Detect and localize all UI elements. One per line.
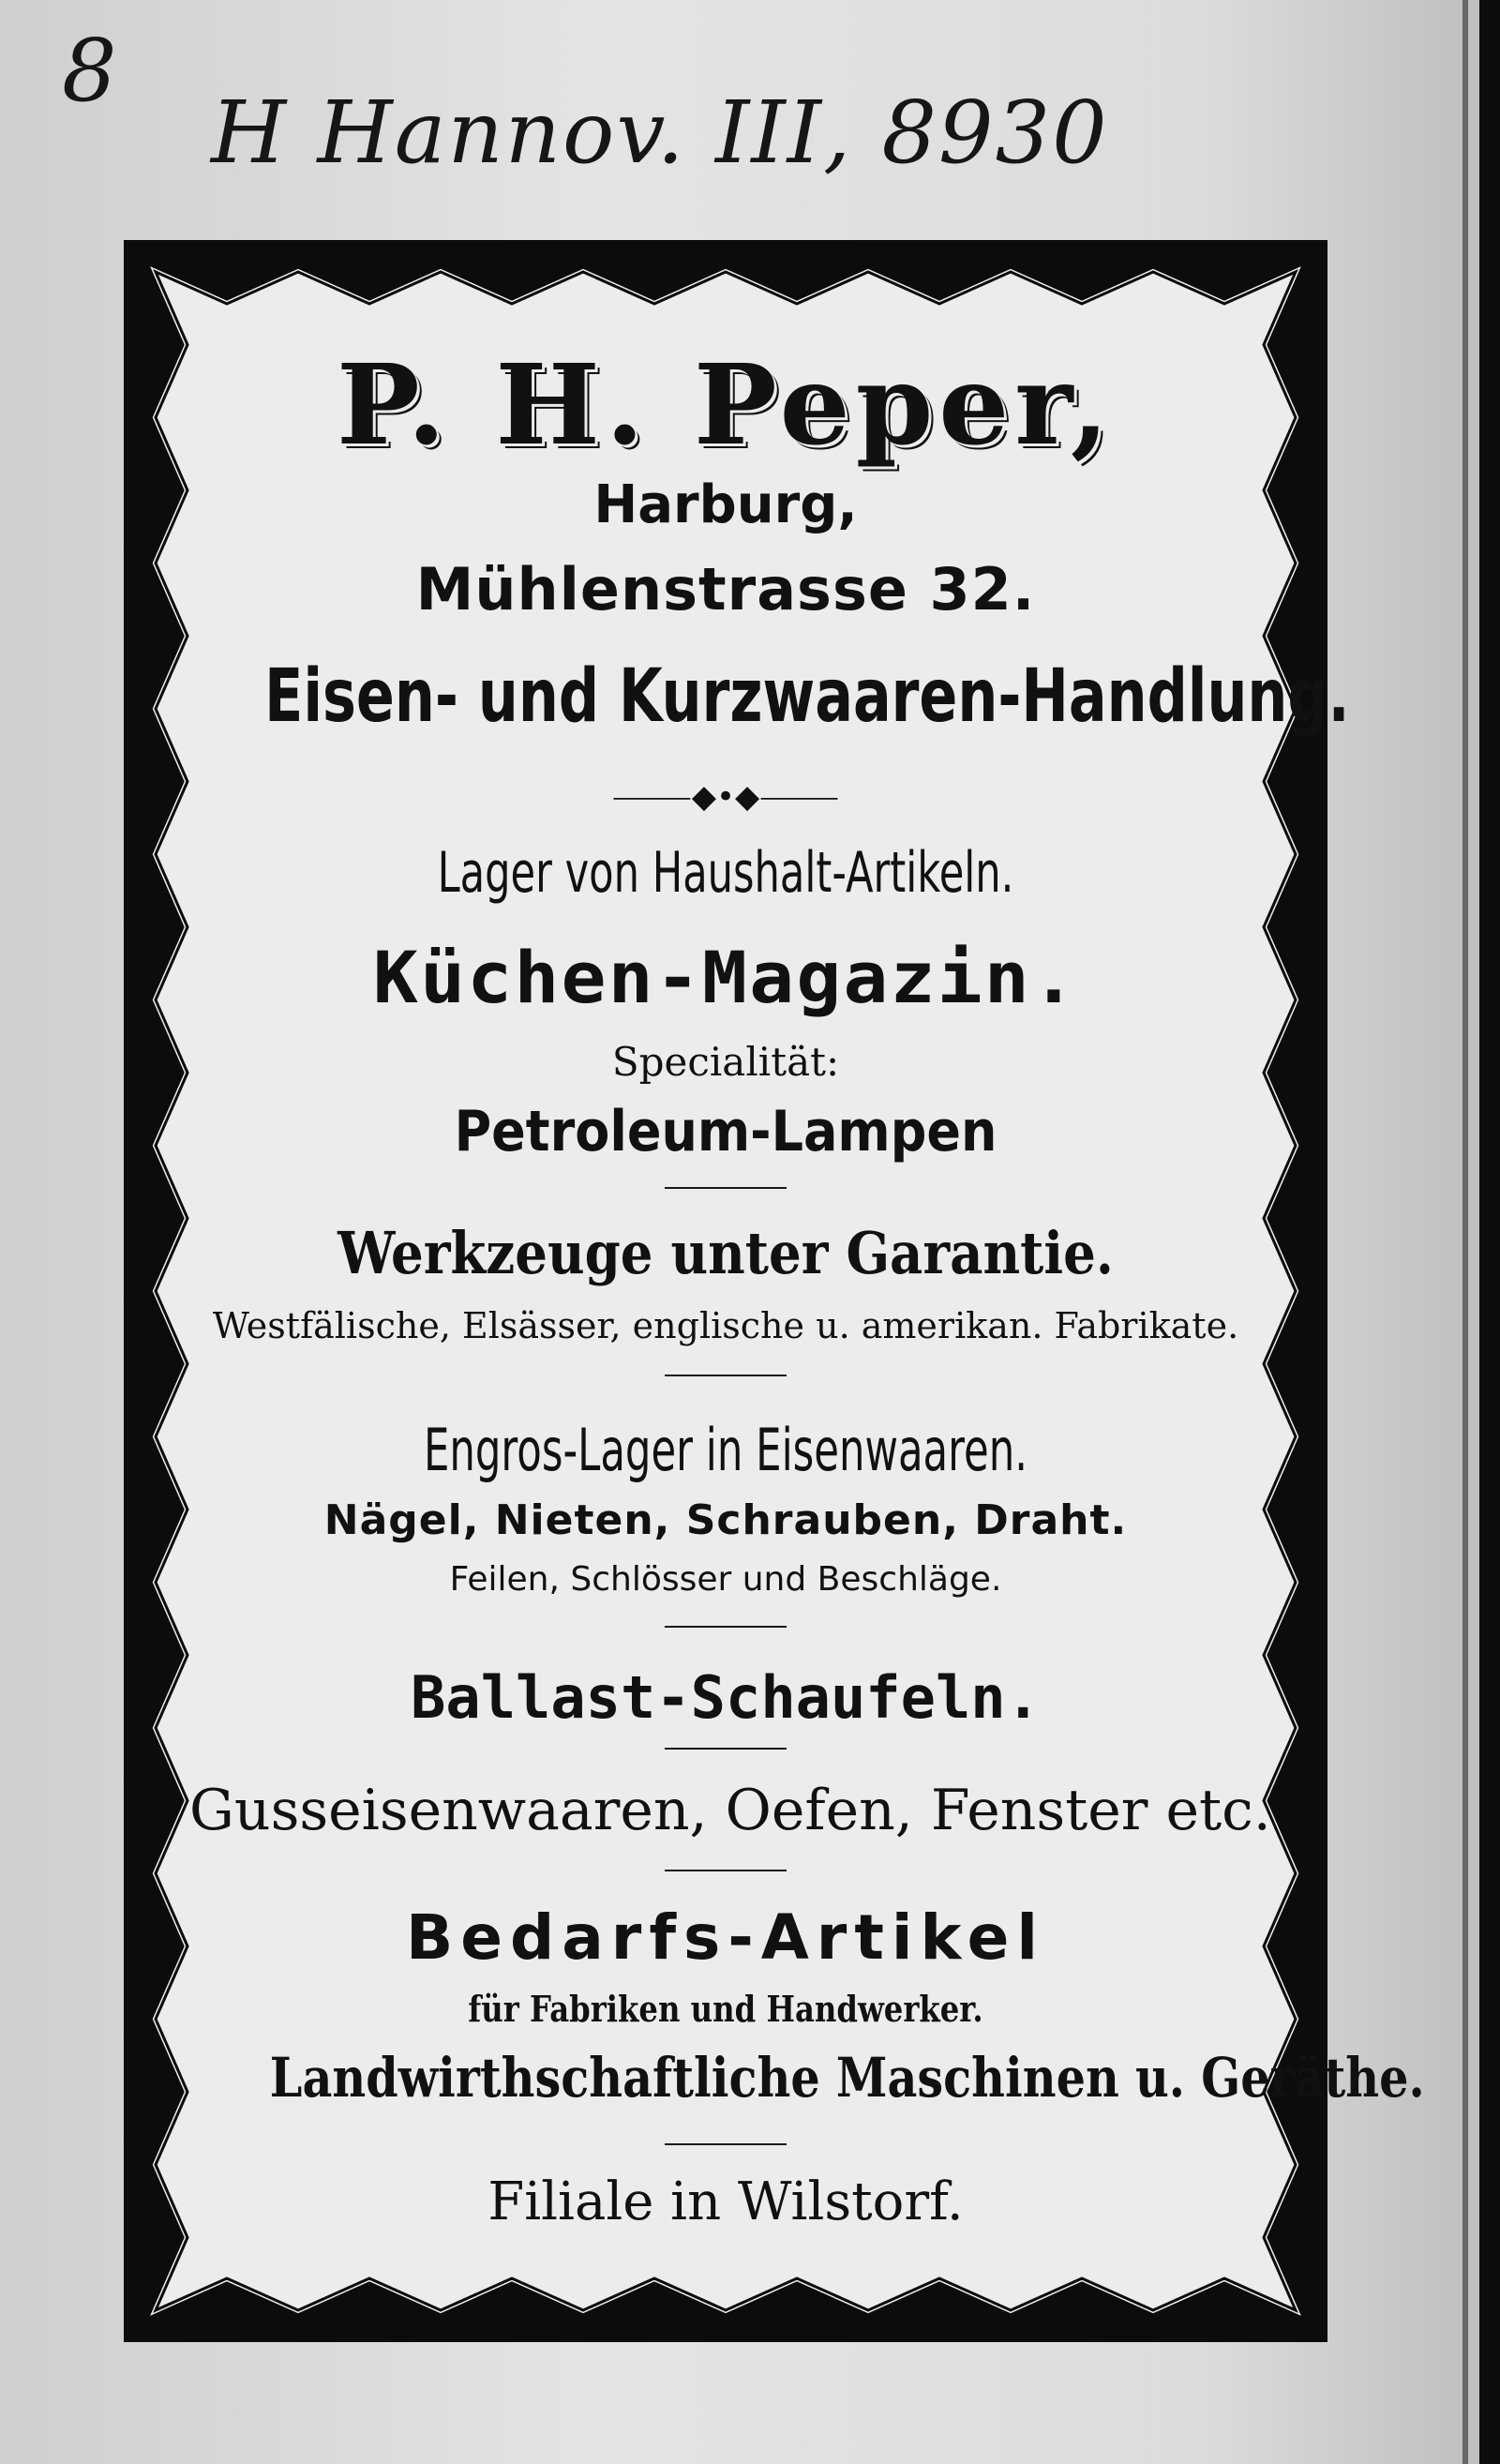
divider-rule (665, 1748, 787, 1750)
gusseisen-line: Gusseisenwaaren, Oefen, Fenster etc. (189, 1778, 1271, 1843)
lager-line: Lager von Haushalt-Artikeln. (437, 840, 1014, 906)
feilen-line: Feilen, Schlösser und Beschläge. (449, 1560, 1002, 1599)
petroleum-lampen: Petroleum-Lampen (454, 1099, 998, 1164)
divider-rule (665, 1870, 787, 1871)
bedarf-subline: für Fabriken und Handwerker. (468, 1988, 983, 2030)
page-edge-shadow (1462, 0, 1468, 2464)
kuechen-magazin: Küchen-Magazin. (372, 936, 1079, 1019)
divider-rule (665, 2143, 787, 2145)
engros-line: Engros-Lager in Eisenwaaren. (423, 1416, 1028, 1484)
ornament-divider: ⸻◆•◆⸻ (611, 778, 839, 816)
filiale-line: Filiale in Wilstorf. (488, 2171, 964, 2232)
firm-name: P. H. Peper, (337, 339, 1115, 470)
shelfmark-handwritten: H Hannov. III, 8930 (211, 83, 1109, 183)
landwirth-line: Landwirthschaftliche Maschinen u. Geräthe. (269, 2046, 1425, 2110)
divider-rule (665, 1375, 787, 1376)
werkzeuge-line: Werkzeuge unter Garantie. (338, 1219, 1114, 1287)
trade-description: Eisen- und Kurzwaaren-Handlung. (264, 654, 1350, 739)
advert-content (189, 306, 1425, 2276)
street-address: Mühlenstrasse 32. (415, 555, 1036, 624)
naegel-line: Nägel, Nieten, Schrauben, Draht. (323, 1496, 1128, 1544)
bedarf-heading: Bedarfs-Artikel (405, 1901, 1046, 1974)
page-number-handwritten: 8 (62, 21, 117, 121)
divider-rule (665, 1626, 787, 1628)
divider-rule (665, 1187, 787, 1189)
page-edge (1479, 0, 1500, 2464)
ballast-line: Ballast-Schaufeln. (411, 1663, 1041, 1732)
fabrikate-line: Westfälische, Elsässer, englische u. amerikan. Fabrikate. (212, 1305, 1239, 1346)
city: Harburg, (593, 474, 858, 535)
specialitaet-label: Specialität: (611, 1039, 840, 1085)
